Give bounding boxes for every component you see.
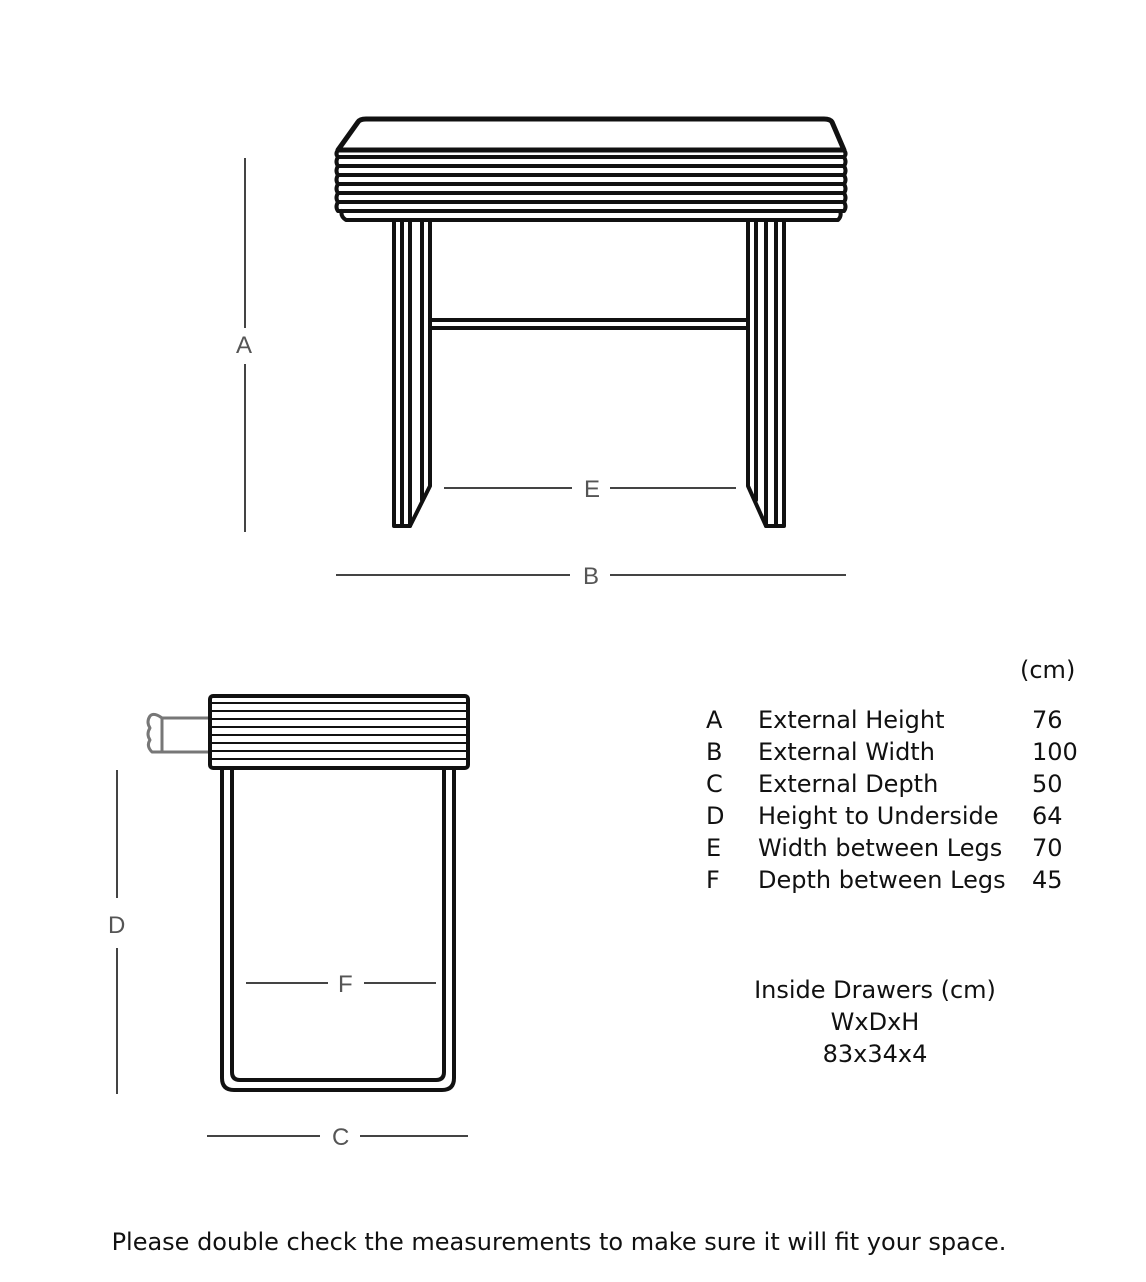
dimension-label-b: B <box>583 563 600 590</box>
measurement-name: External Depth <box>758 770 939 798</box>
measurement-value: 70 <box>1032 834 1063 862</box>
drawers-size: 83x34x4 <box>822 1040 928 1068</box>
dimension-label-e: E <box>584 476 601 503</box>
measurement-value: 45 <box>1032 866 1063 894</box>
measurement-letter: A <box>706 706 723 734</box>
measurement-row <box>706 834 1086 866</box>
measurement-value: 100 <box>1032 738 1078 766</box>
stretcher-bar <box>430 320 748 328</box>
footnote: Please double check the measurements to make sure it will fit your space. <box>111 1228 1007 1256</box>
measurement-name: Width between Legs <box>758 834 1003 862</box>
front-view <box>337 119 846 526</box>
measurement-letter: D <box>706 802 725 830</box>
measurement-letter: B <box>706 738 723 766</box>
side-tabletop <box>210 696 468 768</box>
measurement-value: 76 <box>1032 706 1063 734</box>
inside-drawers-info <box>700 974 1050 1070</box>
drawer-handle <box>148 714 210 752</box>
side-view <box>148 696 468 1090</box>
measurement-letter: F <box>706 866 720 894</box>
measurement-letter: E <box>706 834 722 862</box>
measurement-name: External Width <box>758 738 935 766</box>
tabletop-top-surface <box>338 119 844 150</box>
dimension-label-d: D <box>108 912 126 939</box>
left-leg <box>394 222 430 526</box>
right-leg <box>748 222 784 526</box>
unit-header: (cm) <box>1020 656 1076 684</box>
measurement-name: Height to Underside <box>758 802 999 830</box>
dimension-label-a: A <box>236 332 253 359</box>
drawers-title: Inside Drawers (cm) <box>754 976 996 1004</box>
measurement-row <box>706 866 1086 898</box>
drawers-format: WxDxH <box>830 1008 920 1036</box>
measurement-row <box>706 802 1086 834</box>
measurement-name: Depth between Legs <box>758 866 1006 894</box>
dimension-label-c: C <box>332 1124 350 1151</box>
measurement-row <box>706 706 1086 738</box>
measurement-value: 64 <box>1032 802 1063 830</box>
side-leg-frame <box>222 768 454 1090</box>
tabletop-ribbed-edge <box>337 150 846 220</box>
measurement-value: 50 <box>1032 770 1063 798</box>
measurement-letter: C <box>706 770 723 798</box>
measurement-row <box>706 770 1086 802</box>
measurement-row <box>706 738 1086 770</box>
measurement-name: External Height <box>758 706 945 734</box>
dimension-label-f: F <box>338 971 353 998</box>
